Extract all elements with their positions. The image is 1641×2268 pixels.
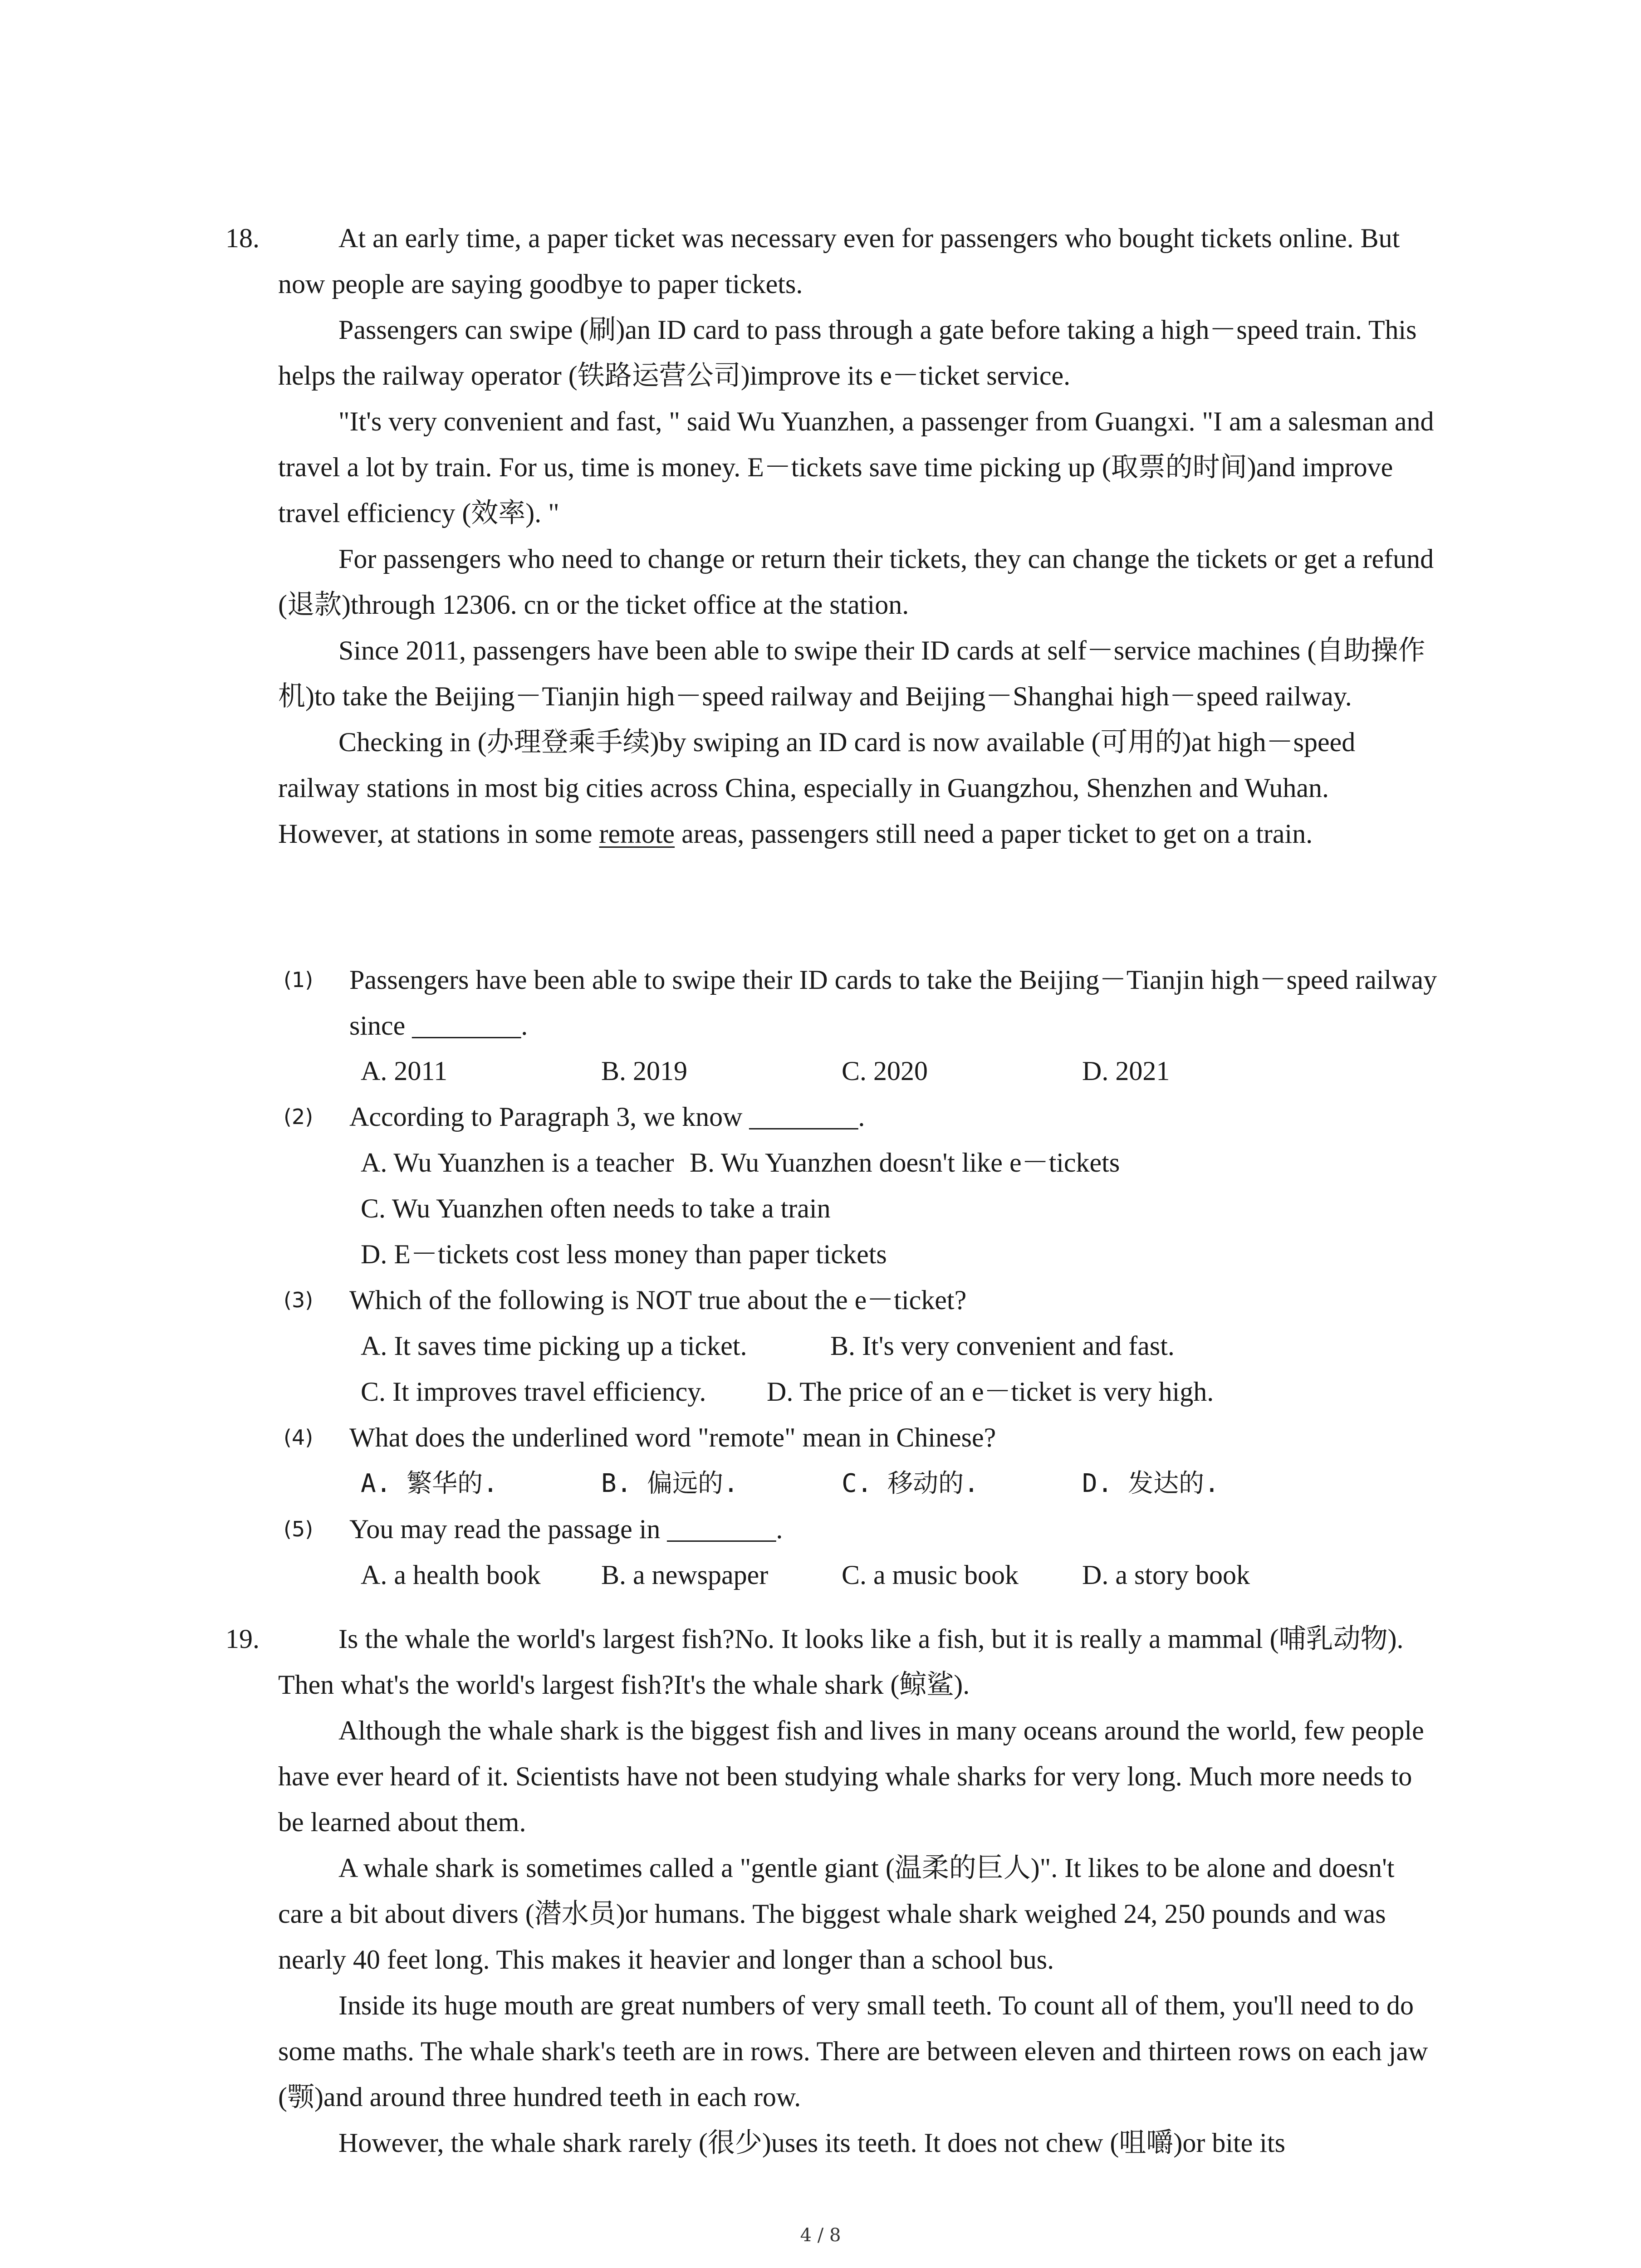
paragraph: Is the whale the world's largest fish?No. It looks like a fish, but it is really a mammal (哺乳动物). Then what's the world's largest fish?It's the whale shark (鲸鲨). bbox=[278, 1624, 1404, 1700]
option-a[interactable]: A. 繁华的. bbox=[361, 1469, 498, 1498]
option-row bbox=[361, 1369, 1214, 1415]
sub-question-stem: You may read the passage in ________. bbox=[349, 1514, 783, 1544]
paragraph: Passengers can swipe (刷)an ID card to pass through a gate before taking a high－speed train. This helps the railway operator (铁路运营公司)improve its e－ticket service. bbox=[278, 315, 1417, 391]
option-d[interactable]: D. 2021 bbox=[1082, 1056, 1170, 1086]
sub-question-number: (4) bbox=[284, 1425, 314, 1450]
sub-question-number: (5) bbox=[284, 1517, 314, 1541]
option-a[interactable]: A. 2011 bbox=[361, 1056, 448, 1086]
option-c[interactable]: C. a music book bbox=[842, 1560, 1019, 1590]
option-c[interactable]: C. Wu Yuanzhen often needs to take a train bbox=[361, 1193, 831, 1223]
sub-question-stem: Passengers have been able to swipe their ID cards to take the Beijing－Tianjin high－speed railway since ________. bbox=[349, 965, 1437, 1041]
paragraph: Although the whale shark is the biggest fish and lives in many oceans around the world, few people have ever heard of it. Scientists have not been studying whale sharks for very long. Much more needs to be learned about them. bbox=[278, 1716, 1424, 1837]
question-number: 19. bbox=[225, 1624, 260, 1654]
sub-question-number: (3) bbox=[284, 1288, 314, 1312]
option-row bbox=[361, 1232, 887, 1277]
option-b[interactable]: B. a newspaper bbox=[601, 1560, 769, 1590]
paragraph: A whale shark is sometimes called a "gentle giant (温柔的巨人)". It likes to be alone and doesn't care a bit about divers (潜水员)or humans. The biggest whale shark weighed 24, 250 pounds and was nearly 40 feet long. This makes it heavier and longer than a school bus. bbox=[278, 1853, 1395, 1975]
option-row bbox=[361, 1048, 1170, 1094]
option-row bbox=[361, 1140, 1120, 1186]
page-number: 4 / 8 bbox=[800, 2225, 841, 2246]
sub-question-stem: Which of the following is NOT true about the e－ticket? bbox=[349, 1285, 967, 1315]
option-row bbox=[361, 1186, 831, 1232]
option-b[interactable]: B. 2019 bbox=[601, 1056, 688, 1086]
option-a[interactable]: A. Wu Yuanzhen is a teacher bbox=[361, 1148, 674, 1178]
sub-question-stem: According to Paragraph 3, we know ________. bbox=[349, 1102, 865, 1132]
option-d[interactable]: D. a story book bbox=[1082, 1560, 1250, 1590]
option-d[interactable]: D. 发达的. bbox=[1082, 1469, 1220, 1498]
passage bbox=[278, 1616, 1440, 2166]
question-number: 18. bbox=[225, 223, 260, 253]
option-c[interactable]: C. 2020 bbox=[842, 1056, 928, 1086]
paragraph: Since 2011, passengers have been able to swipe their ID cards at self－service machines (自助操作机)to take the Beijing－Tianjin high－speed railway and Beijing－Shanghai high－speed railway. bbox=[278, 635, 1425, 711]
text: areas, passengers still need a paper ticket to get on a train. bbox=[675, 819, 1313, 849]
underlined-word: remote bbox=[599, 819, 675, 849]
paragraph: At an early time, a paper ticket was necessary even for passengers who bought tickets online. But now people are saying goodbye to paper tickets. bbox=[278, 223, 1400, 299]
option-c[interactable]: C. It improves travel efficiency. bbox=[361, 1377, 706, 1407]
option-a[interactable]: A. It saves time picking up a ticket. bbox=[361, 1331, 747, 1361]
option-b[interactable]: B. 偏远的. bbox=[601, 1469, 739, 1498]
option-row bbox=[361, 1461, 1220, 1506]
sub-question-number: (2) bbox=[284, 1105, 314, 1129]
option-row bbox=[361, 1323, 1175, 1369]
option-d[interactable]: D. E－tickets cost less money than paper tickets bbox=[361, 1239, 887, 1269]
sub-question-number: (1) bbox=[284, 968, 314, 992]
paragraph: "It's very convenient and fast, " said Wu Yuanzhen, a passenger from Guangxi. "I am a salesman and travel a lot by train. For us, time is money. E－tickets save time picking up (取票的时间)and improve travel efficiency (效率). " bbox=[278, 406, 1434, 528]
option-d[interactable]: D. The price of an e－ticket is very high. bbox=[767, 1377, 1214, 1407]
paragraph: However, the whale shark rarely (很少)uses its teeth. It does not chew (咀嚼)or bite its bbox=[338, 2128, 1285, 2158]
option-a[interactable]: A. a health book bbox=[361, 1560, 541, 1590]
text: Checking in (办理登乘手续)by swiping an ID card is now available (可用的)at high－speed railway stations in most big cities across China, especially in Guangzhou, Shenzhen and Wuhan. However, at stations in some bbox=[278, 727, 1356, 849]
paragraph-with-underline bbox=[278, 719, 1440, 857]
passage bbox=[278, 215, 1440, 857]
paragraph: Inside its huge mouth are great numbers of very small teeth. To count all of them, you'll need to do some maths. The whale shark's teeth are in rows. There are between eleven and thirteen rows on each jaw (颚)and around three hundred teeth in each row. bbox=[278, 1990, 1428, 2112]
option-row bbox=[361, 1552, 1250, 1598]
option-b[interactable]: B. It's very convenient and fast. bbox=[830, 1331, 1175, 1361]
option-b[interactable]: B. Wu Yuanzhen doesn't like e－tickets bbox=[690, 1148, 1120, 1178]
option-c[interactable]: C. 移动的. bbox=[842, 1469, 979, 1498]
sub-question-stem: What does the underlined word "remote" mean in Chinese? bbox=[349, 1422, 996, 1452]
paragraph: For passengers who need to change or return their tickets, they can change the tickets or get a refund (退款)through 12306. cn or the ticket office at the station. bbox=[278, 544, 1434, 620]
